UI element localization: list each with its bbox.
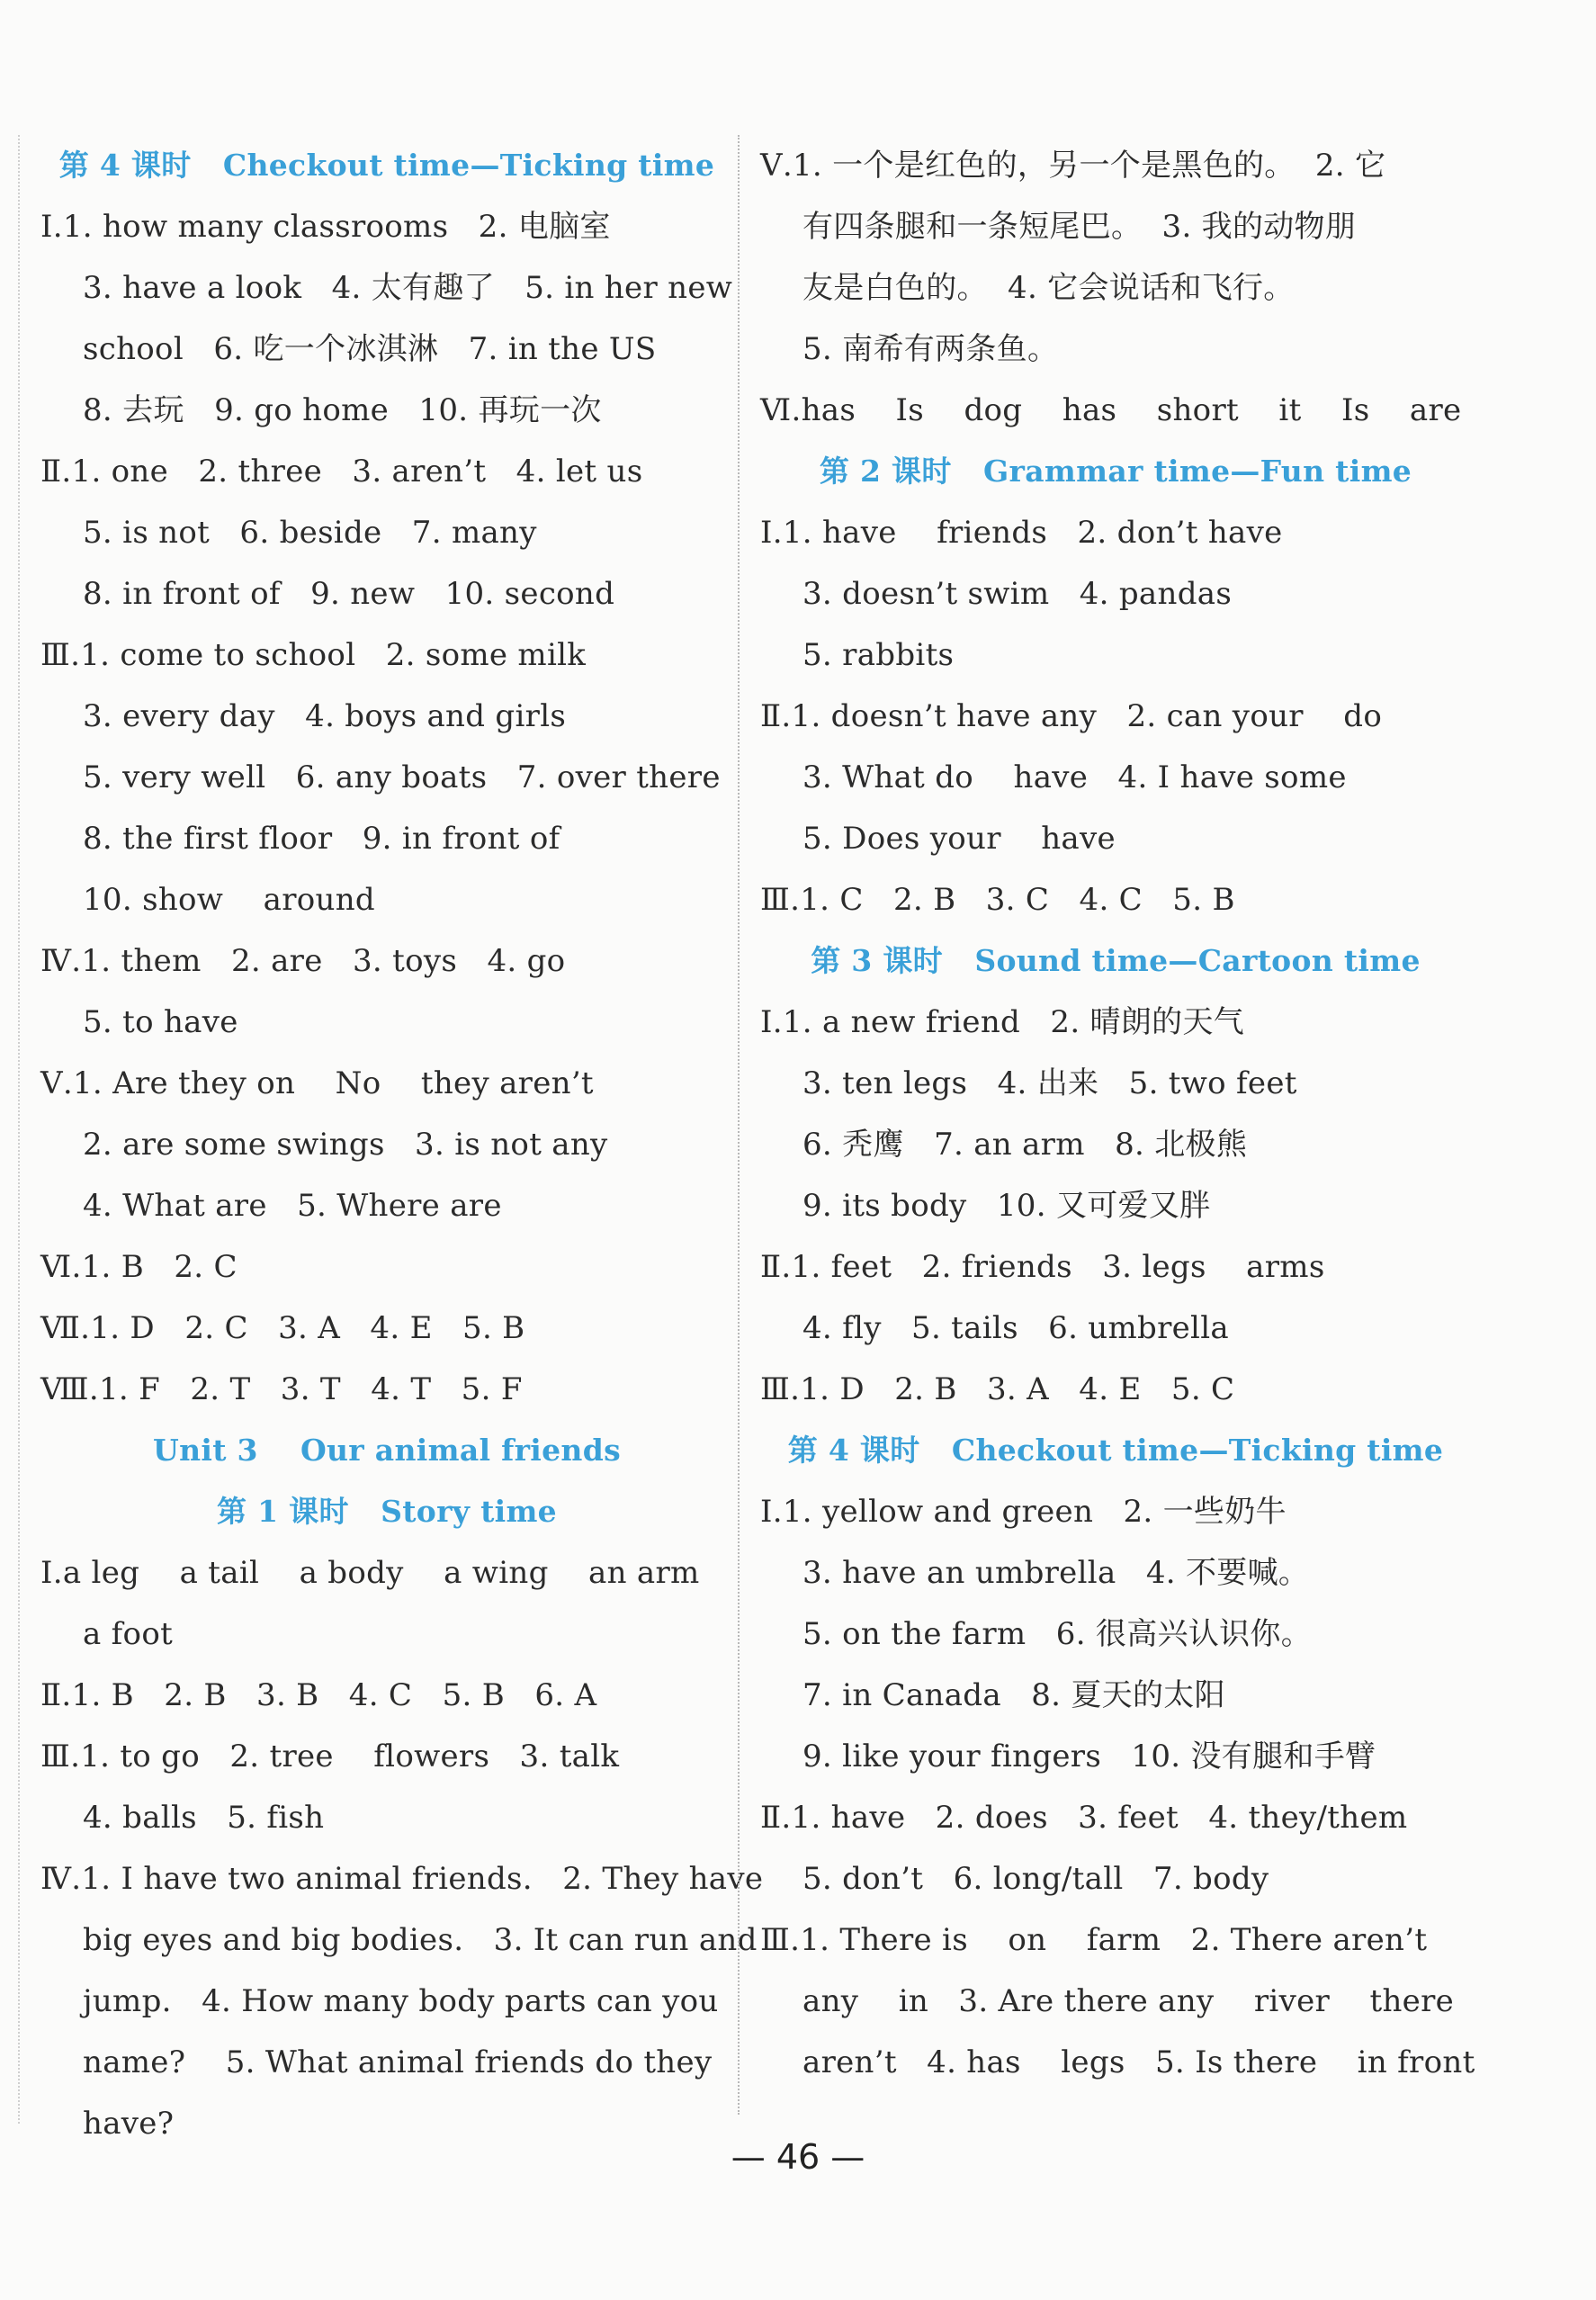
answer-line: Ⅵ.has Is dog has short it Is are (760, 392, 1462, 428)
answer-line: 有四条腿和一条短尾巴。 3. 我的动物朋 (802, 209, 1357, 245)
answer-line: 3. have a look 4. 太有趣了 5. in her new (83, 270, 733, 306)
answer-line: 9. like your fingers 10. 没有腿和手臂 (802, 1738, 1376, 1774)
answer-line: 3. have an umbrella 4. 不要喊。 (802, 1555, 1310, 1591)
section-heading: 第 3 课时 Sound time—Cartoon time (811, 943, 1421, 978)
answer-line: 3. doesn’t swim 4. pandas (802, 576, 1233, 612)
answer-line: Ⅱ.1. doesn’t have any 2. can your do (760, 698, 1383, 734)
answer-line: Ⅵ.1. B 2. C (40, 1249, 238, 1285)
answer-line: 6. 秃鹰 7. an arm 8. 北极熊 (802, 1127, 1248, 1163)
section-heading: 第 4 课时 Checkout time—Ticking time (787, 1433, 1444, 1468)
answer-line: Ⅳ.1. I have two animal friends. 2. They have (40, 1861, 764, 1897)
section-heading: 第 4 课时 Checkout time—Ticking time (58, 148, 715, 183)
answer-line: 7. in Canada 8. 夏天的太阳 (802, 1677, 1225, 1713)
answer-line: Ⅲ.1. to go 2. tree flowers 3. talk (40, 1738, 620, 1774)
answer-line: 5. on the farm 6. 很高兴认识你。 (802, 1616, 1313, 1652)
answer-line: Ⅴ.1. Are they on No they aren’t (40, 1065, 594, 1101)
answer-line: a foot (83, 1616, 174, 1652)
answer-line: 4. balls 5. fish (83, 1800, 325, 1836)
answer-line: Ⅲ.1. D 2. B 3. A 4. E 5. C (760, 1371, 1235, 1407)
answer-line: Ⅳ.1. them 2. are 3. toys 4. go (40, 943, 566, 979)
answer-line: 5. 南希有两条鱼。 (802, 331, 1059, 367)
page-number: — 46 — (731, 2137, 865, 2177)
left-column (40, 135, 764, 2154)
answer-line: Ⅶ.1. D 2. C 3. A 4. E 5. B (40, 1310, 525, 1346)
answer-line: Ⅴ.1. 一个是红色的，另一个是黑色的。 2. 它 (760, 148, 1386, 184)
answer-line: Ⅷ.1. F 2. T 3. T 4. T 5. F (40, 1371, 523, 1407)
answer-line: Ⅲ.1. C 2. B 3. C 4. C 5. B (760, 882, 1235, 918)
answer-line: school 6. 吃一个冰淇淋 7. in the US (83, 331, 657, 367)
answer-line: Ⅰ.1. a new friend 2. 晴朗的天气 (760, 1004, 1245, 1040)
right-column (760, 135, 1475, 2093)
answer-line: Ⅱ.1. feet 2. friends 3. legs arms (760, 1249, 1325, 1285)
answer-line: Ⅰ.a leg a tail a body a wing an arm (40, 1555, 700, 1591)
answer-line: 5. don’t 6. long/tall 7. body (802, 1861, 1269, 1897)
answer-line: 4. What are 5. Where are (83, 1188, 502, 1224)
answer-line: name? 5. What animal friends do they (83, 2044, 713, 2080)
answer-line: Ⅱ.1. have 2. does 3. feet 4. they/them (760, 1800, 1408, 1836)
answer-line: 5. to have (83, 1004, 238, 1040)
section-heading: 第 2 课时 Grammar time—Fun time (819, 454, 1412, 489)
answer-line: 9. its body 10. 又可爱又胖 (802, 1188, 1211, 1224)
answer-line: 5. very well 6. any boats 7. over there (83, 759, 721, 795)
answer-line: jump. 4. How many body parts can you (83, 1983, 719, 2019)
answer-line: any in 3. Are there any river there (802, 1983, 1455, 2019)
answer-line: 10. show around (83, 882, 375, 918)
answer-line: have? (83, 2106, 175, 2142)
answer-line: 友是白色的。 4. 它会说话和飞行。 (802, 270, 1295, 306)
answer-line: 3. What do have 4. I have some (802, 759, 1347, 795)
margin-line (18, 135, 20, 2124)
answer-line: 5. Does your have (802, 821, 1116, 857)
answer-line: 8. the first floor 9. in front of (83, 821, 560, 857)
answer-line: Ⅰ.1. have friends 2. don’t have (760, 515, 1283, 551)
section-heading: 第 1 课时 Story time (217, 1494, 557, 1529)
answer-line: 3. ten legs 4. 出来 5. two feet (802, 1065, 1297, 1101)
answer-line: Ⅰ.1. yellow and green 2. 一些奶牛 (760, 1494, 1287, 1530)
answer-line: Ⅰ.1. how many classrooms 2. 电脑室 (40, 209, 611, 245)
answer-line: Ⅱ.1. B 2. B 3. B 4. C 5. B 6. A (40, 1677, 597, 1713)
answer-line: 2. are some swings 3. is not any (83, 1127, 608, 1163)
answer-line: Ⅱ.1. one 2. three 3. aren’t 4. let us (40, 454, 643, 490)
answer-line: big eyes and big bodies. 3. It can run and (83, 1922, 758, 1958)
answer-line: 3. every day 4. boys and girls (83, 698, 567, 734)
answer-line: 5. rabbits (802, 637, 955, 673)
answer-line: Ⅲ.1. There is on farm 2. There aren’t (760, 1922, 1428, 1958)
section-heading: Unit 3 Our animal friends (153, 1433, 621, 1468)
answer-line: 5. is not 6. beside 7. many (83, 515, 537, 551)
column-divider (738, 135, 740, 2115)
answer-line: 8. in front of 9. new 10. second (83, 576, 615, 612)
answer-line: Ⅲ.1. come to school 2. some milk (40, 637, 587, 673)
answer-line: aren’t 4. has legs 5. Is there in front (802, 2044, 1475, 2080)
answer-line: 8. 去玩 9. go home 10. 再玩一次 (83, 392, 602, 428)
answer-line: 4. fly 5. tails 6. umbrella (802, 1310, 1229, 1346)
